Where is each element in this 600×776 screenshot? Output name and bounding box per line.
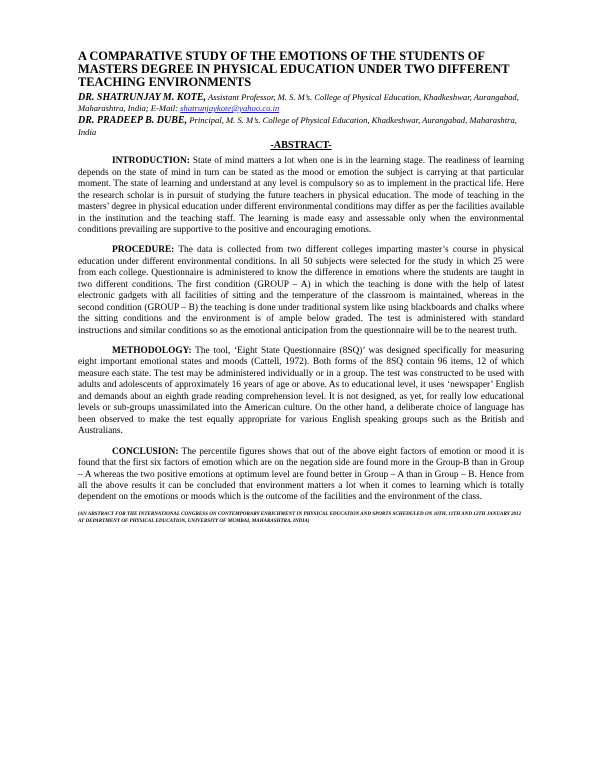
paper-title: A COMPARATIVE STUDY OF THE EMOTIONS OF THE STUDENTS OF MASTERS DEGREE IN PHYSICAL EDUCATION UNDER TWO DIFFERENT TEACHING ENVIRONMENTS: [78, 49, 510, 90]
author-2-affiliation: Principal, M. S. M’s. College of Physical Education, Khadkeshwar, Aurangabad, Maharashtra, India: [78, 115, 517, 137]
conference-footnote: (AN ABSTRACT FOR THE INTERNATIONAL CONGRESS ON CONTEMPORARY ENRICHMENT IN PHYSICAL EDUCATION AND SPORTS SCHEDULED ON 10TH, 11TH AND 12TH JANUARY 2012 AT DEPARTMENT OF PHYSICAL EDUCATION, UNIVERSITY OF MUMBAI, MAHARASHTRA, INDIA): [78, 510, 522, 524]
section-introduction-heading: INTRODUCTION:: [112, 156, 190, 167]
section-methodology-heading: METHODOLOGY:: [112, 346, 192, 357]
section-introduction-text: State of mind matters a lot when one is in the learning stage. The readiness of learning depends on the state of mind in turn can be stated as the mood or emotion the subject is carrying at that particular moment. The state of learning and understand at any level is compulsory so as to implement in the practical life. Here the research scholar is in pursuit of studying the future teachers in physical education. The mode of teaching in the masters’ degree in physical education under different environmental conditions may differ as per the facilities available in the institution and the teaching staff. The learning is made easy and assessable only when the environmental conditions prevailing are supportive to the positive and encouraging emotions.: [78, 156, 525, 235]
author-1-name: DR. SHATRUNJAY M. KOTE,: [78, 91, 206, 103]
author-2-name: DR. PRADEEP B. DUBE,: [78, 115, 188, 127]
section-conclusion: [78, 447, 524, 504]
abstract-heading: -ABSTRACT-: [270, 140, 332, 152]
author-1: [78, 92, 524, 114]
author-1-email-link[interactable]: shatrunjaykote@yahoo.co.in: [180, 103, 280, 114]
paper-page: [78, 50, 524, 525]
section-methodology-text: The tool, ‘Eight State Questionnaire (8SQ)’ was designed specifically for measuring eight important emotional states and moods (Cattell, 1972). Both forms of the 8SQ contain 96 items, 12 of which measure each state. The test may be administered individually or in a group. The test was constructed to be used with adults and adolescents of approximately 16 years of age or above. As to educational level, it uses ‘newspaper’ English and demands about an eighth grade reading comprehension level. It is not designed, as yet, for really low educational levels or sub-groups unassimilated into the American culture. On the other hand, a deliberate choice of language has been observed to make the test equally appropriate for various English speaking groups such as the British and Australians.: [78, 346, 524, 437]
section-procedure: [78, 245, 524, 337]
author-2: [78, 115, 524, 137]
section-introduction: [78, 156, 524, 236]
section-conclusion-text: The percentile figures shows that out of the above eight factors of emotion or mood it is found that the first six factors of emotion which are on the negation side are found more in the Group-B than in Group – A whereas the two positive emotions at optimum level are found better in Group – A than in Group – B. Hence from all the above results it can be concluded that environment matters a lot when it comes to learning which is totally dependent on the emotions or moods which is the outcome of the facilities and the environment of the class.: [78, 446, 524, 503]
section-methodology: [78, 346, 524, 438]
section-procedure-text: The data is collected from two different colleges imparting master’s course in physical education under different environmental conditions. In all 50 subjects were selected for the study in which 25 were from each college. Questionnaire is administered to know the difference in emotions where the students are taught in two different conditions. The first condition (GROUP – A) in which the teaching is done with the help of latest electronic gadgets with all facilities of sitting and the temperature of the classroom is maintained, whereas in the second condition (GROUP – B) the teaching is done under traditional system like using blackboards and chalks where the sitting conditions and the environment is of ample below graded. The test is administered with standard instructions and similar conditions so as the emotional anticipation from the questionnaire will be to the nearest truth.: [78, 245, 525, 336]
section-conclusion-heading: CONCLUSION:: [112, 446, 179, 457]
section-procedure-heading: PROCEDURE:: [112, 245, 175, 256]
author-1-affiliation: Assistant Professor, M. S. M’s. College of Physical Education, Khadkeshwar, Aurangabad, Maharashtra, India; E-Mail:: [78, 91, 519, 114]
